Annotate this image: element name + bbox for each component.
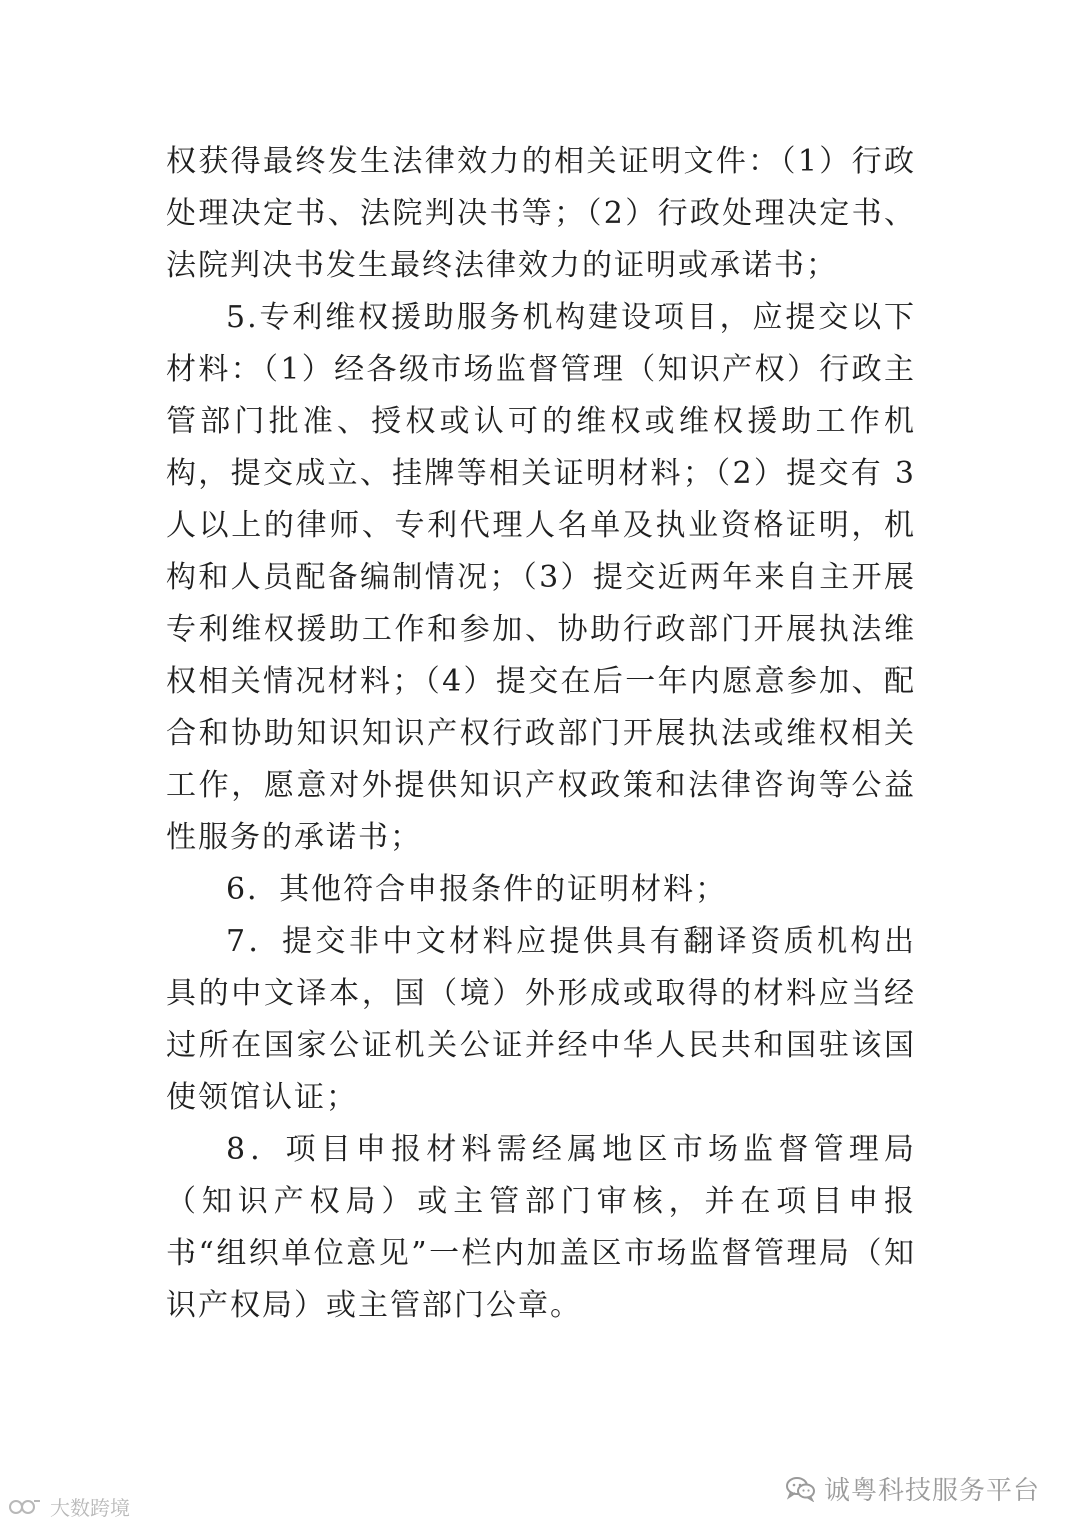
paragraph-item-8: 8．项目申报材料需经属地区市场监督管理局（知识产权局）或主管部门审核，并在项目申报书“组织单位意见”一栏内加盖区市场监督管理局（知识产权局）或主管部门公章。 [166,1132,916,1323]
paragraph-item-6: 6．其他符合申报条件的证明材料； [226,872,728,907]
platform-watermark [786,1470,1040,1507]
paragraph-item-7: 7．提交非中文材料应提供具有翻译资质机构出具的中文译本，国（境）外形成或取得的材料应当经过所在国家公证机关公证并经中华人民共和国驻该国使领馆认证； [166,924,916,1115]
wechat-icon [786,1476,816,1502]
paragraph-continuation: 权获得最终发生法律效力的相关证明文件：（1）行政处理决定书、法院判决书等；（2）行政处理决定书、法院判决书发生最终法律效力的证明或承诺书； [166,144,916,283]
dashu-logo-icon [8,1497,42,1517]
platform-watermark-text: 诚粤科技服务平台 [823,1476,1040,1506]
dashu-watermark [8,1492,130,1521]
document-body [166,136,916,1332]
paragraph-item-5: 5.专利维权援助服务机构建设项目，应提交以下材料：（1）经各级市场监督管理（知识产权）行政主管部门批准、授权或认可的维权或维权援助工作机构，提交成立、挂牌等相关证明材料；（2）提交有 3 人以上的律师、专利代理人名单及执业资格证明，机构和人员配备编制情况；（3）提交近两年来自主开展专利维权援助工作和参加、协助行政部门开展执法维权相关情况材料；（4）提交在后一年内愿意参加、配合和协助知识知识产权行政部门开展执法或维权相关工作，愿意对外提供知识产权政策和法律咨询等公益性服务的承诺书； [166,300,916,855]
dashu-watermark-text: 大数跨境 [50,1496,130,1520]
